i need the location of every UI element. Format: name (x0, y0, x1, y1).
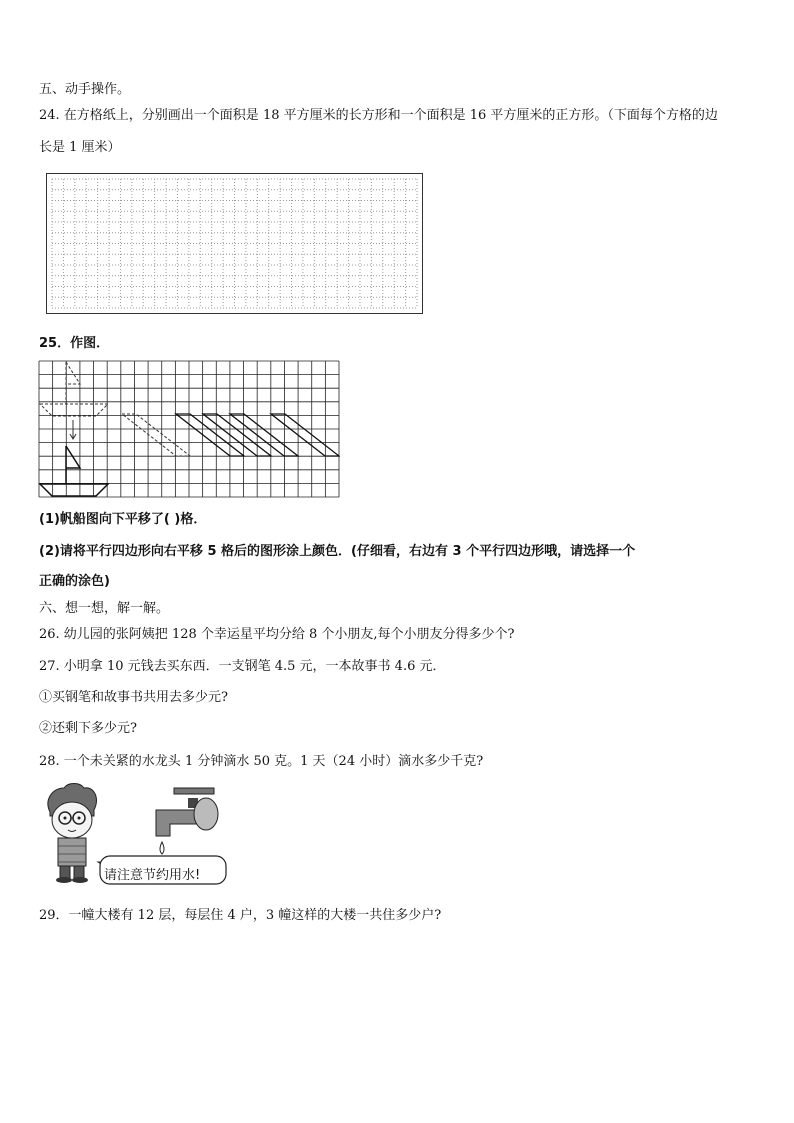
parallelogram-option-3 (230, 414, 298, 456)
grid-lines (39, 361, 339, 497)
dotted-grid-svg (46, 173, 423, 314)
parallelogram-original (122, 414, 190, 456)
q25-sub2-line2: 正确的涂色) (39, 574, 110, 589)
translation-grid-svg (38, 360, 340, 498)
section6-heading: 六、想一想，解一解。 (39, 601, 170, 616)
q28-text: 28. 一个未关紧的水龙头 1 分钟滴水 50 克。1 天（24 小时）滴水多少千克? (39, 754, 484, 769)
q26-text: 26. 幼儿园的张阿姨把 128 个幸运星平均分给 8 个小朋友,每个小朋友分得多少个? (39, 627, 515, 642)
translation-grid (38, 360, 340, 498)
faucet-icon (156, 788, 218, 854)
section5-heading: 五、动手操作。 (39, 82, 131, 97)
parallelogram-option-4 (271, 414, 339, 456)
parallelogram-option-1 (176, 414, 244, 456)
boy-icon (48, 784, 96, 884)
sailboat-original-icon (40, 362, 108, 416)
q25-sub1: (1)帆船图向下平移了( )格． (39, 512, 207, 527)
q27-sub1: ①买钢笔和故事书共用去多少元? (39, 690, 228, 705)
q29-text: 29．一幢大楼有 12 层，每层住 4 户，3 幢这样的大楼一共住多少户? (39, 908, 442, 923)
dotted-grid-paper (46, 173, 423, 314)
sailboat-moved-icon (40, 446, 108, 496)
q27-text: 27. 小明拿 10 元钱去买东西．一支钢笔 4.5 元，一本故事书 4.6 元． (39, 659, 446, 674)
q25-title: 25．作图． (39, 336, 110, 351)
q24-line2: 长是 1 厘米） (39, 140, 121, 155)
q25-sub2-line1: (2)请将平行四边形向右平移 5 格后的图形涂上颜色．(仔细看，右边有 3 个平行四边形哦，请选择一个 (39, 544, 636, 559)
q24-line1: 24. 在方格纸上，分别画出一个面积是 18 平方厘米的长方形和一个面积是 16 平方厘米的正方形。（下面每个方格的边 (39, 108, 718, 123)
down-arrow-icon (70, 420, 76, 439)
q27-sub2: ②还剩下多少元? (39, 721, 137, 736)
parallelogram-option-2 (203, 414, 271, 456)
save-water-illustration (38, 780, 238, 890)
speech-bubble-text: 请注意节约用水! (104, 868, 201, 883)
